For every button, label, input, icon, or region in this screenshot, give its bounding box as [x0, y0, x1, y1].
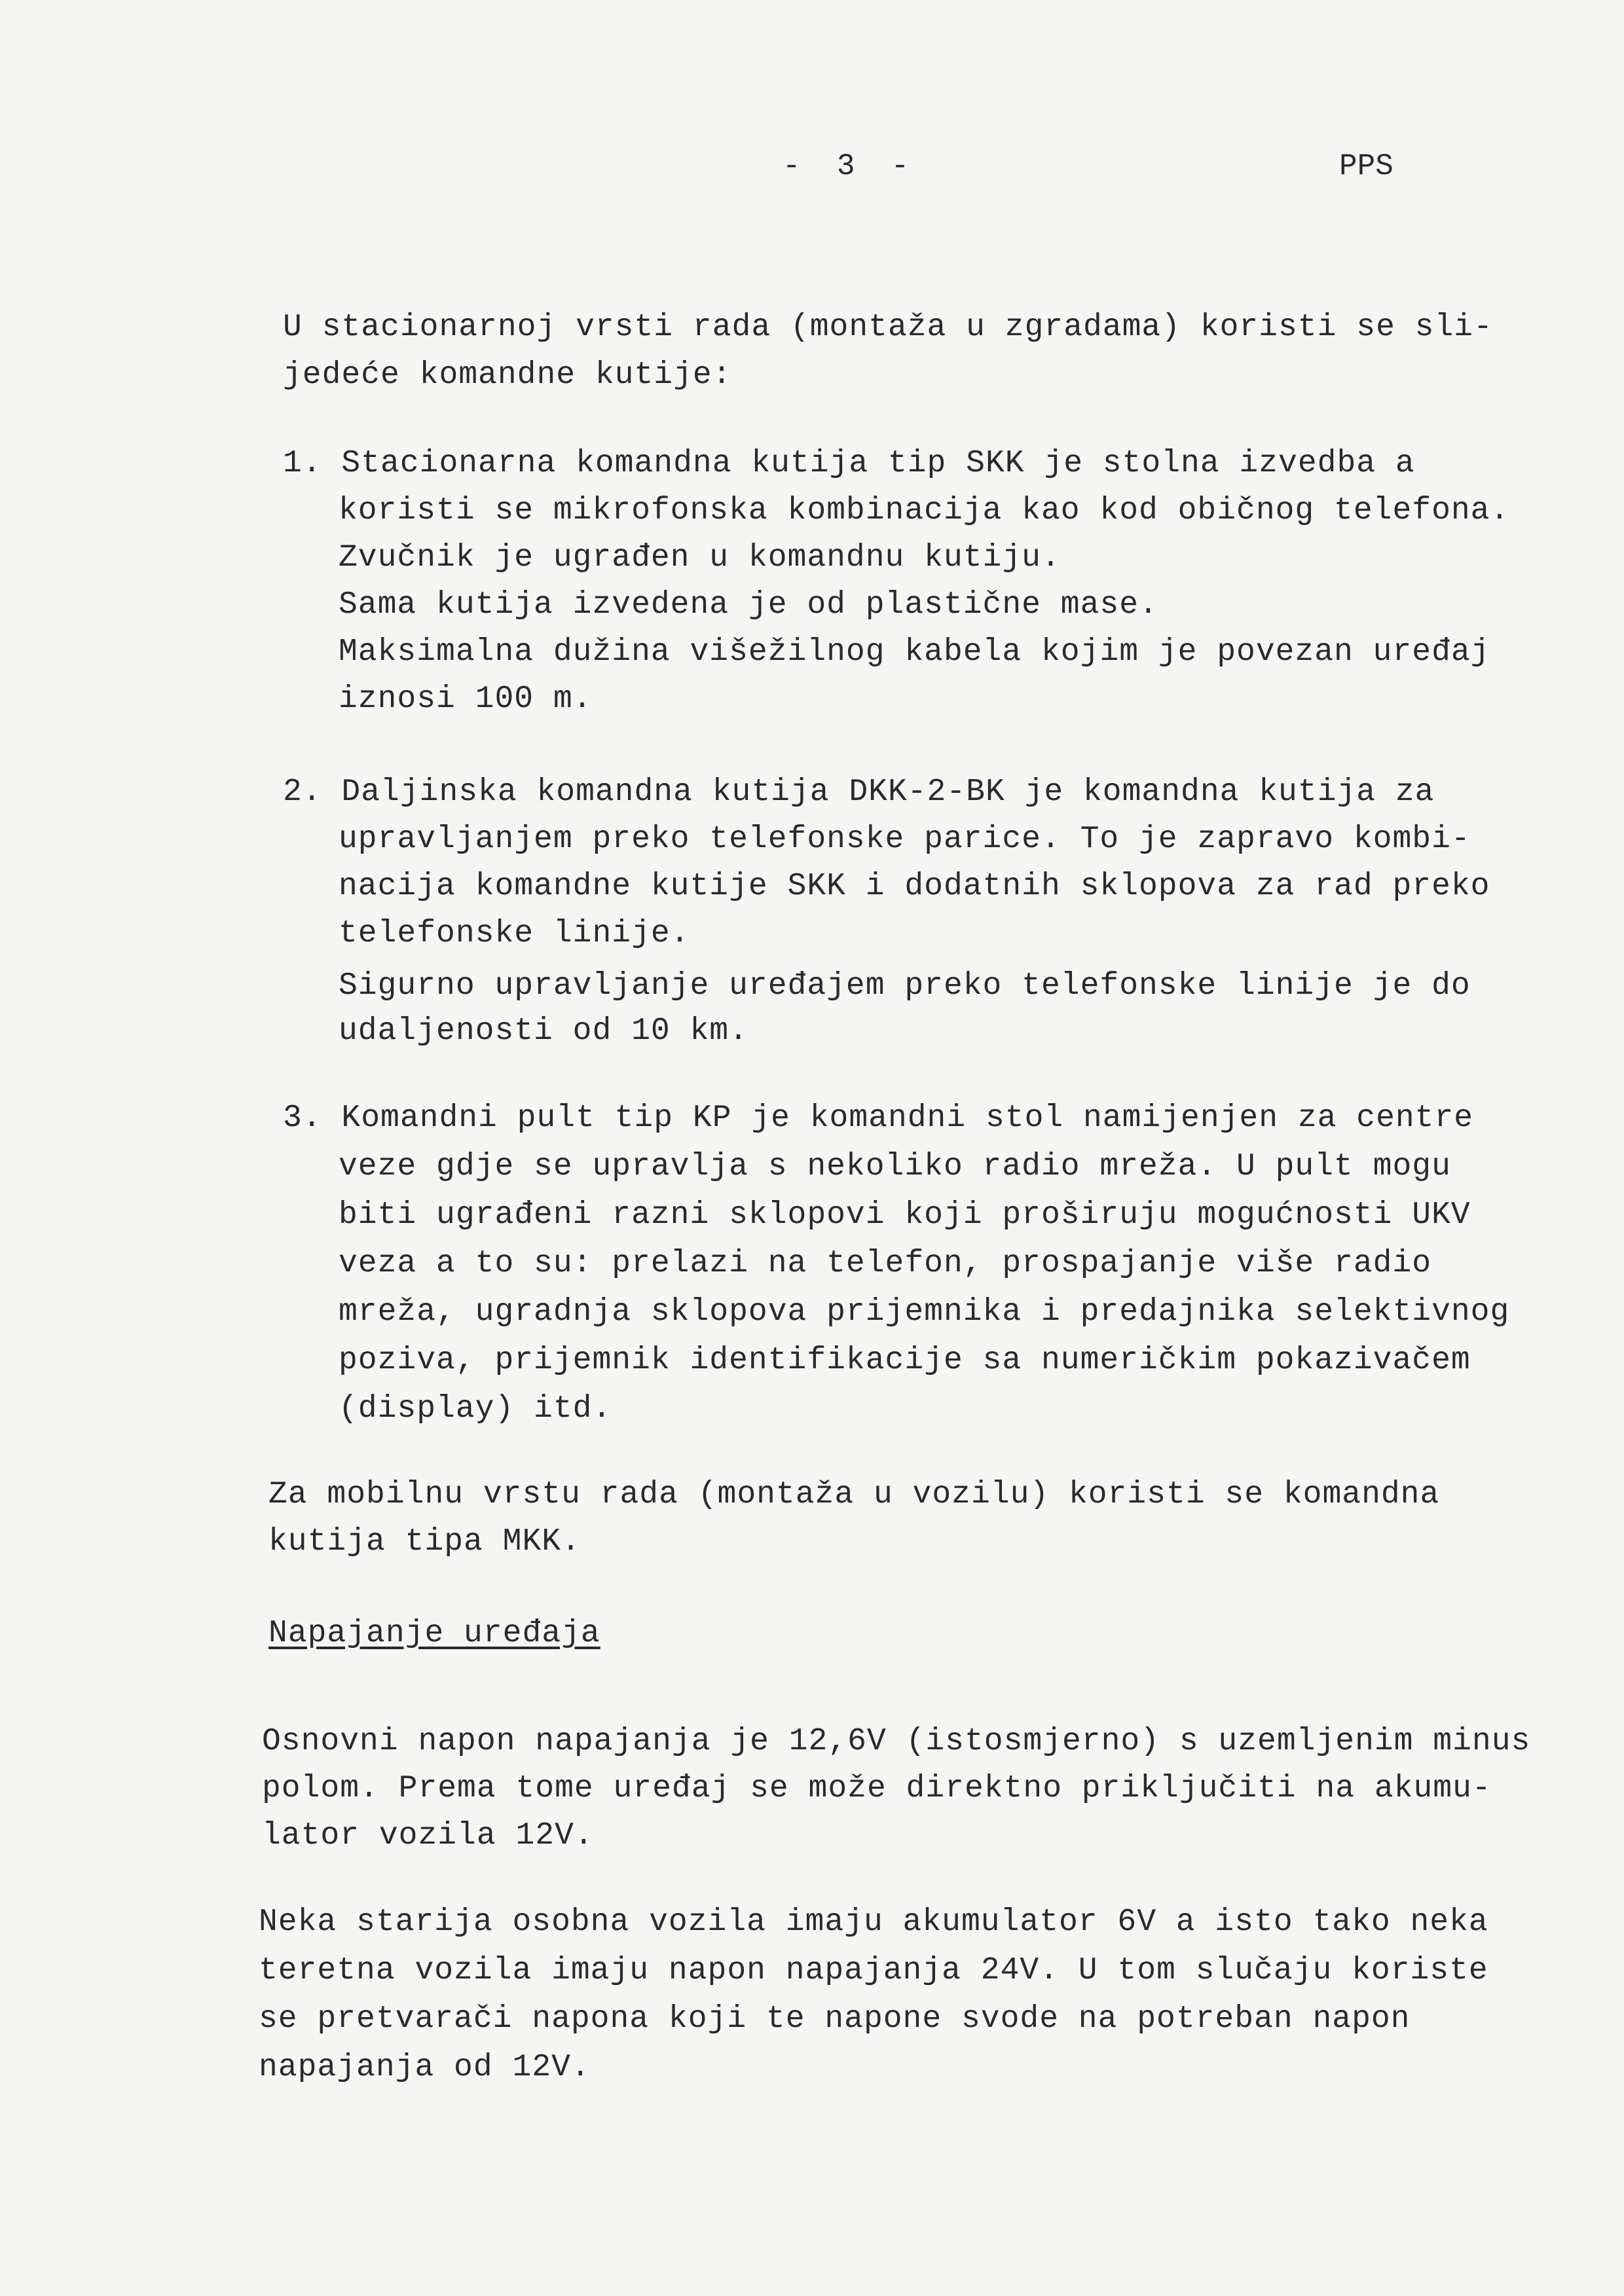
item1-line: Sama kutija izvedena je od plastične mase.: [339, 587, 1158, 623]
power-paragraph1-line: Osnovni napon napajanja je 12,6V (istosmjerno) s uzemljenim minus: [262, 1724, 1531, 1759]
mobile-line: Za mobilnu vrstu rada (montaža u vozilu) koristi se komandna: [268, 1477, 1440, 1512]
document-code: PPS: [1339, 149, 1393, 183]
item2-line: Sigurno upravljanje uređajem preko telefonske linije je do: [339, 968, 1471, 1004]
mobile-line: kutija tipa MKK.: [268, 1524, 581, 1559]
item1-line: 1. Stacionarna komandna kutija tip SKK je stolna izvedba a: [283, 446, 1415, 481]
item3-line: poziva, prijemnik identifikacije sa numeričkim pokazivačem: [339, 1343, 1471, 1378]
item2-line: 2. Daljinska komandna kutija DKK-2-BK je komandna kutija za: [283, 774, 1435, 810]
item3-line: veze gdje se upravlja s nekoliko radio mreža. U pult mogu: [339, 1149, 1451, 1184]
intro-line: jedeće komandne kutije:: [283, 357, 732, 393]
power-paragraph1-line: polom. Prema tome uređaj se može direktno priključiti na akumu-: [262, 1771, 1492, 1806]
item2-line: nacija komandne kutije SKK i dodatnih sklopova za rad preko: [339, 869, 1490, 904]
item2-line: telefonske linije.: [339, 916, 690, 951]
power-paragraph2-line: teretna vozila imaju napon napajanja 24V. U tom slučaju koriste: [259, 1953, 1488, 1988]
item1-line: iznosi 100 m.: [339, 682, 593, 717]
item3-line: veza a to su: prelazi na telefon, prospajanje više radio: [339, 1246, 1432, 1281]
intro-line: U stacionarnoj vrsti rada (montaža u zgradama) koristi se sli-: [283, 310, 1493, 345]
power-paragraph1-line: lator vozila 12V.: [262, 1818, 594, 1853]
section-title: Napajanje uređaja: [268, 1616, 600, 1651]
item3-line: 3. Komandni pult tip KP je komandni stol namijenjen za centre: [283, 1101, 1474, 1136]
power-paragraph2-line: napajanja od 12V.: [259, 2050, 591, 2085]
power-paragraph2-line: Neka starija osobna vozila imaju akumulator 6V a isto tako neka: [259, 1904, 1488, 1940]
item3-line: (display) itd.: [339, 1391, 612, 1427]
item2-line: upravljanjem preko telefonske parice. To je zapravo kombi-: [339, 822, 1471, 857]
item1-line: Maksimalna dužina višežilnog kabela kojim je povezan uređaj: [339, 634, 1490, 670]
item2-line: udaljenosti od 10 km.: [339, 1013, 748, 1049]
item3-line: mreža, ugradnja sklopova prijemnika i predajnika selektivnog: [339, 1294, 1510, 1330]
item3-line: biti ugrađeni razni sklopovi koji proširuju mogućnosti UKV: [339, 1197, 1471, 1233]
page-number: - 3 -: [783, 149, 910, 183]
item1-line: Zvučnik je ugrađen u komandnu kutiju.: [339, 540, 1061, 575]
item1-line: koristi se mikrofonska kombinacija kao kod običnog telefona.: [339, 493, 1510, 528]
power-paragraph2-line: se pretvarači napona koji te napone svode na potreban napon: [259, 2001, 1411, 2037]
